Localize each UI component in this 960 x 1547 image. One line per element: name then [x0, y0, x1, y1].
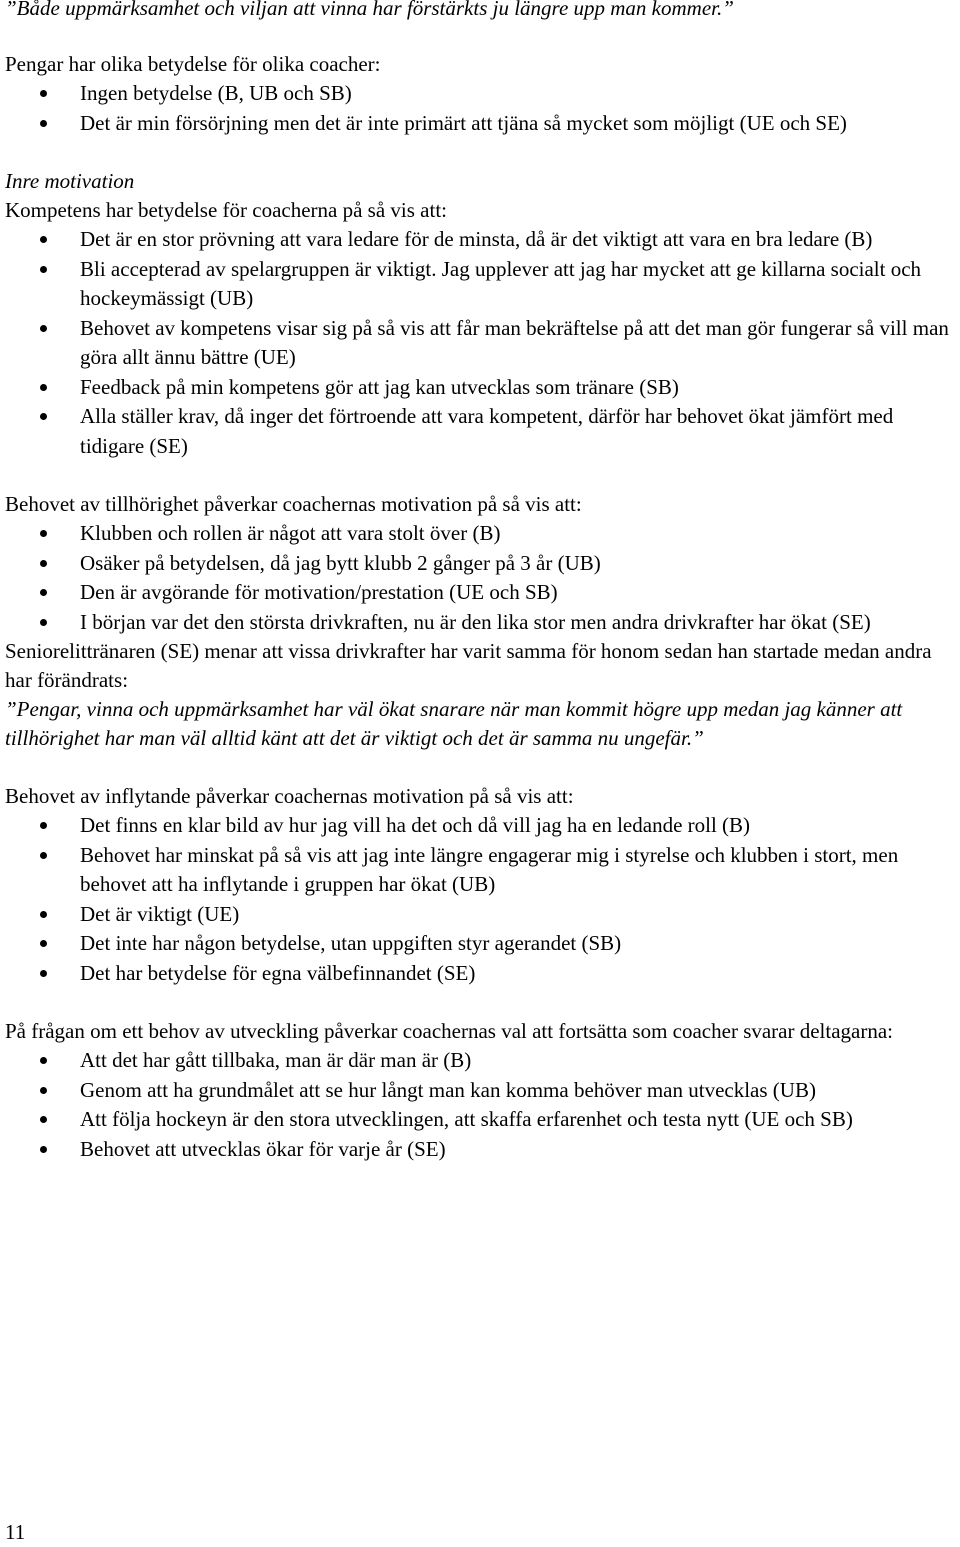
bullet-icon [40, 90, 47, 97]
list-item: Det är viktigt (UE) [5, 900, 960, 930]
list-item: Det är en stor prövning att vara ledare för de minsta, då är det viktigt att vara en bra ledare (B) [5, 225, 960, 255]
list-item: Behovet att utvecklas ökar för varje år (SE) [5, 1135, 960, 1165]
page-number: 11 [5, 1520, 26, 1544]
bullet-icon [40, 911, 47, 918]
inner-intro: Kompetens har betydelse för coacherna på så vis att: [5, 198, 447, 222]
bullet-icon [40, 560, 47, 567]
bullet-icon [40, 325, 47, 332]
money-list [5, 79, 960, 138]
development-list [5, 1046, 960, 1164]
list-item: Det har betydelse för egna välbefinnandet (SE) [5, 959, 960, 989]
list-item: Den är avgörande för motivation/prestation (UE och SB) [5, 578, 960, 608]
bullet-icon [40, 589, 47, 596]
development-intro: På frågan om ett behov av utveckling påverkar coachernas val att fortsätta som coacher svarar deltagarna: [5, 1019, 894, 1043]
bullet-icon [40, 530, 47, 537]
list-item: Osäker på betydelsen, då jag bytt klubb 2 gånger på 3 år (UB) [5, 549, 960, 579]
bullet-icon [40, 266, 47, 273]
list-item: Genom att ha grundmålet att se hur långt man kan komma behöver man utvecklas (UB) [5, 1076, 960, 1106]
bullet-icon [40, 1116, 47, 1123]
bullet-icon [40, 1057, 47, 1064]
bullet-icon [40, 1087, 47, 1094]
list-item: Behovet av kompetens visar sig på så vis att får man bekräftelse på att det man gör fungerar så vill man göra allt ännu bättre (UE) [5, 314, 960, 373]
bullet-icon [40, 1146, 47, 1153]
list-item: Det är min försörjning men det är inte primärt att tjäna så mycket som möjligt (UE och SE) [5, 109, 960, 139]
bullet-icon [40, 236, 47, 243]
money-intro: Pengar har olika betydelse för olika coacher: [5, 52, 381, 76]
list-item: Det inte har någon betydelse, utan uppgiften styr agerandet (SB) [5, 929, 960, 959]
bullet-icon [40, 120, 47, 127]
spacer [5, 138, 960, 167]
influence-intro: Behovet av inflytande påverkar coachernas motivation på så vis att: [5, 784, 574, 808]
bullet-icon [40, 940, 47, 947]
list-item: Att det har gått tillbaka, man är där man är (B) [5, 1046, 960, 1076]
section-heading: Inre motivation [5, 169, 135, 193]
list-item: I början var det den största drivkraften, nu är den lika stor men andra drivkrafter har ökat (SE) [5, 608, 960, 638]
bullet-icon [40, 413, 47, 420]
spacer [5, 461, 960, 490]
list-item: Ingen betydelse (B, UB och SB) [5, 79, 960, 109]
bullet-icon [40, 619, 47, 626]
list-item: Det finns en klar bild av hur jag vill ha det och då vill jag ha en ledande roll (B) [5, 811, 960, 841]
spacer [5, 23, 960, 50]
list-item: Behovet har minskat på så vis att jag inte längre engagerar mig i styrelse och klubben i stort, men behovet att ha inflytande i gruppen har ökat (UB) [5, 841, 960, 900]
top-quote: ”Både uppmärksamhet och viljan att vinna har förstärkts ju längre upp man kommer.” [5, 0, 734, 20]
list-item: Klubben och rollen är något att vara stolt över (B) [5, 519, 960, 549]
document-page [5, 0, 960, 1164]
bullet-icon [40, 852, 47, 859]
bullet-icon [40, 970, 47, 977]
influence-list [5, 811, 960, 988]
spacer [5, 988, 960, 1017]
list-item: Bli accepterad av spelargruppen är viktigt. Jag upplever att jag har mycket att ge killarna socialt och hockeymässigt (UB) [5, 255, 960, 314]
belonging-list [5, 519, 960, 637]
bullet-icon [40, 384, 47, 391]
spacer [5, 753, 960, 782]
list-item: Att följa hockeyn är den stora utvecklingen, att skaffa erfarenhet och testa nytt (UE och SB) [5, 1105, 960, 1135]
list-item: Feedback på min kompetens gör att jag kan utvecklas som tränare (SB) [5, 373, 960, 403]
inner-list [5, 225, 960, 461]
elite-paragraph: Seniorelittränaren (SE) menar att vissa drivkrafter har varit samma för honom sedan han startade medan andra har förändrats: [5, 639, 932, 692]
elite-quote: ”Pengar, vinna och uppmärksamhet har väl ökat snarare när man kommit högre upp medan jag känner att tillhörighet har man väl alltid känt att det är viktigt och det är samma nu ungefär.” [5, 697, 903, 750]
list-item: Alla ställer krav, då inger det förtroende att vara kompetent, därför har behovet ökat jämfört med tidigare (SE) [5, 402, 960, 461]
belonging-intro: Behovet av tillhörighet påverkar coachernas motivation på så vis att: [5, 492, 582, 516]
bullet-icon [40, 822, 47, 829]
